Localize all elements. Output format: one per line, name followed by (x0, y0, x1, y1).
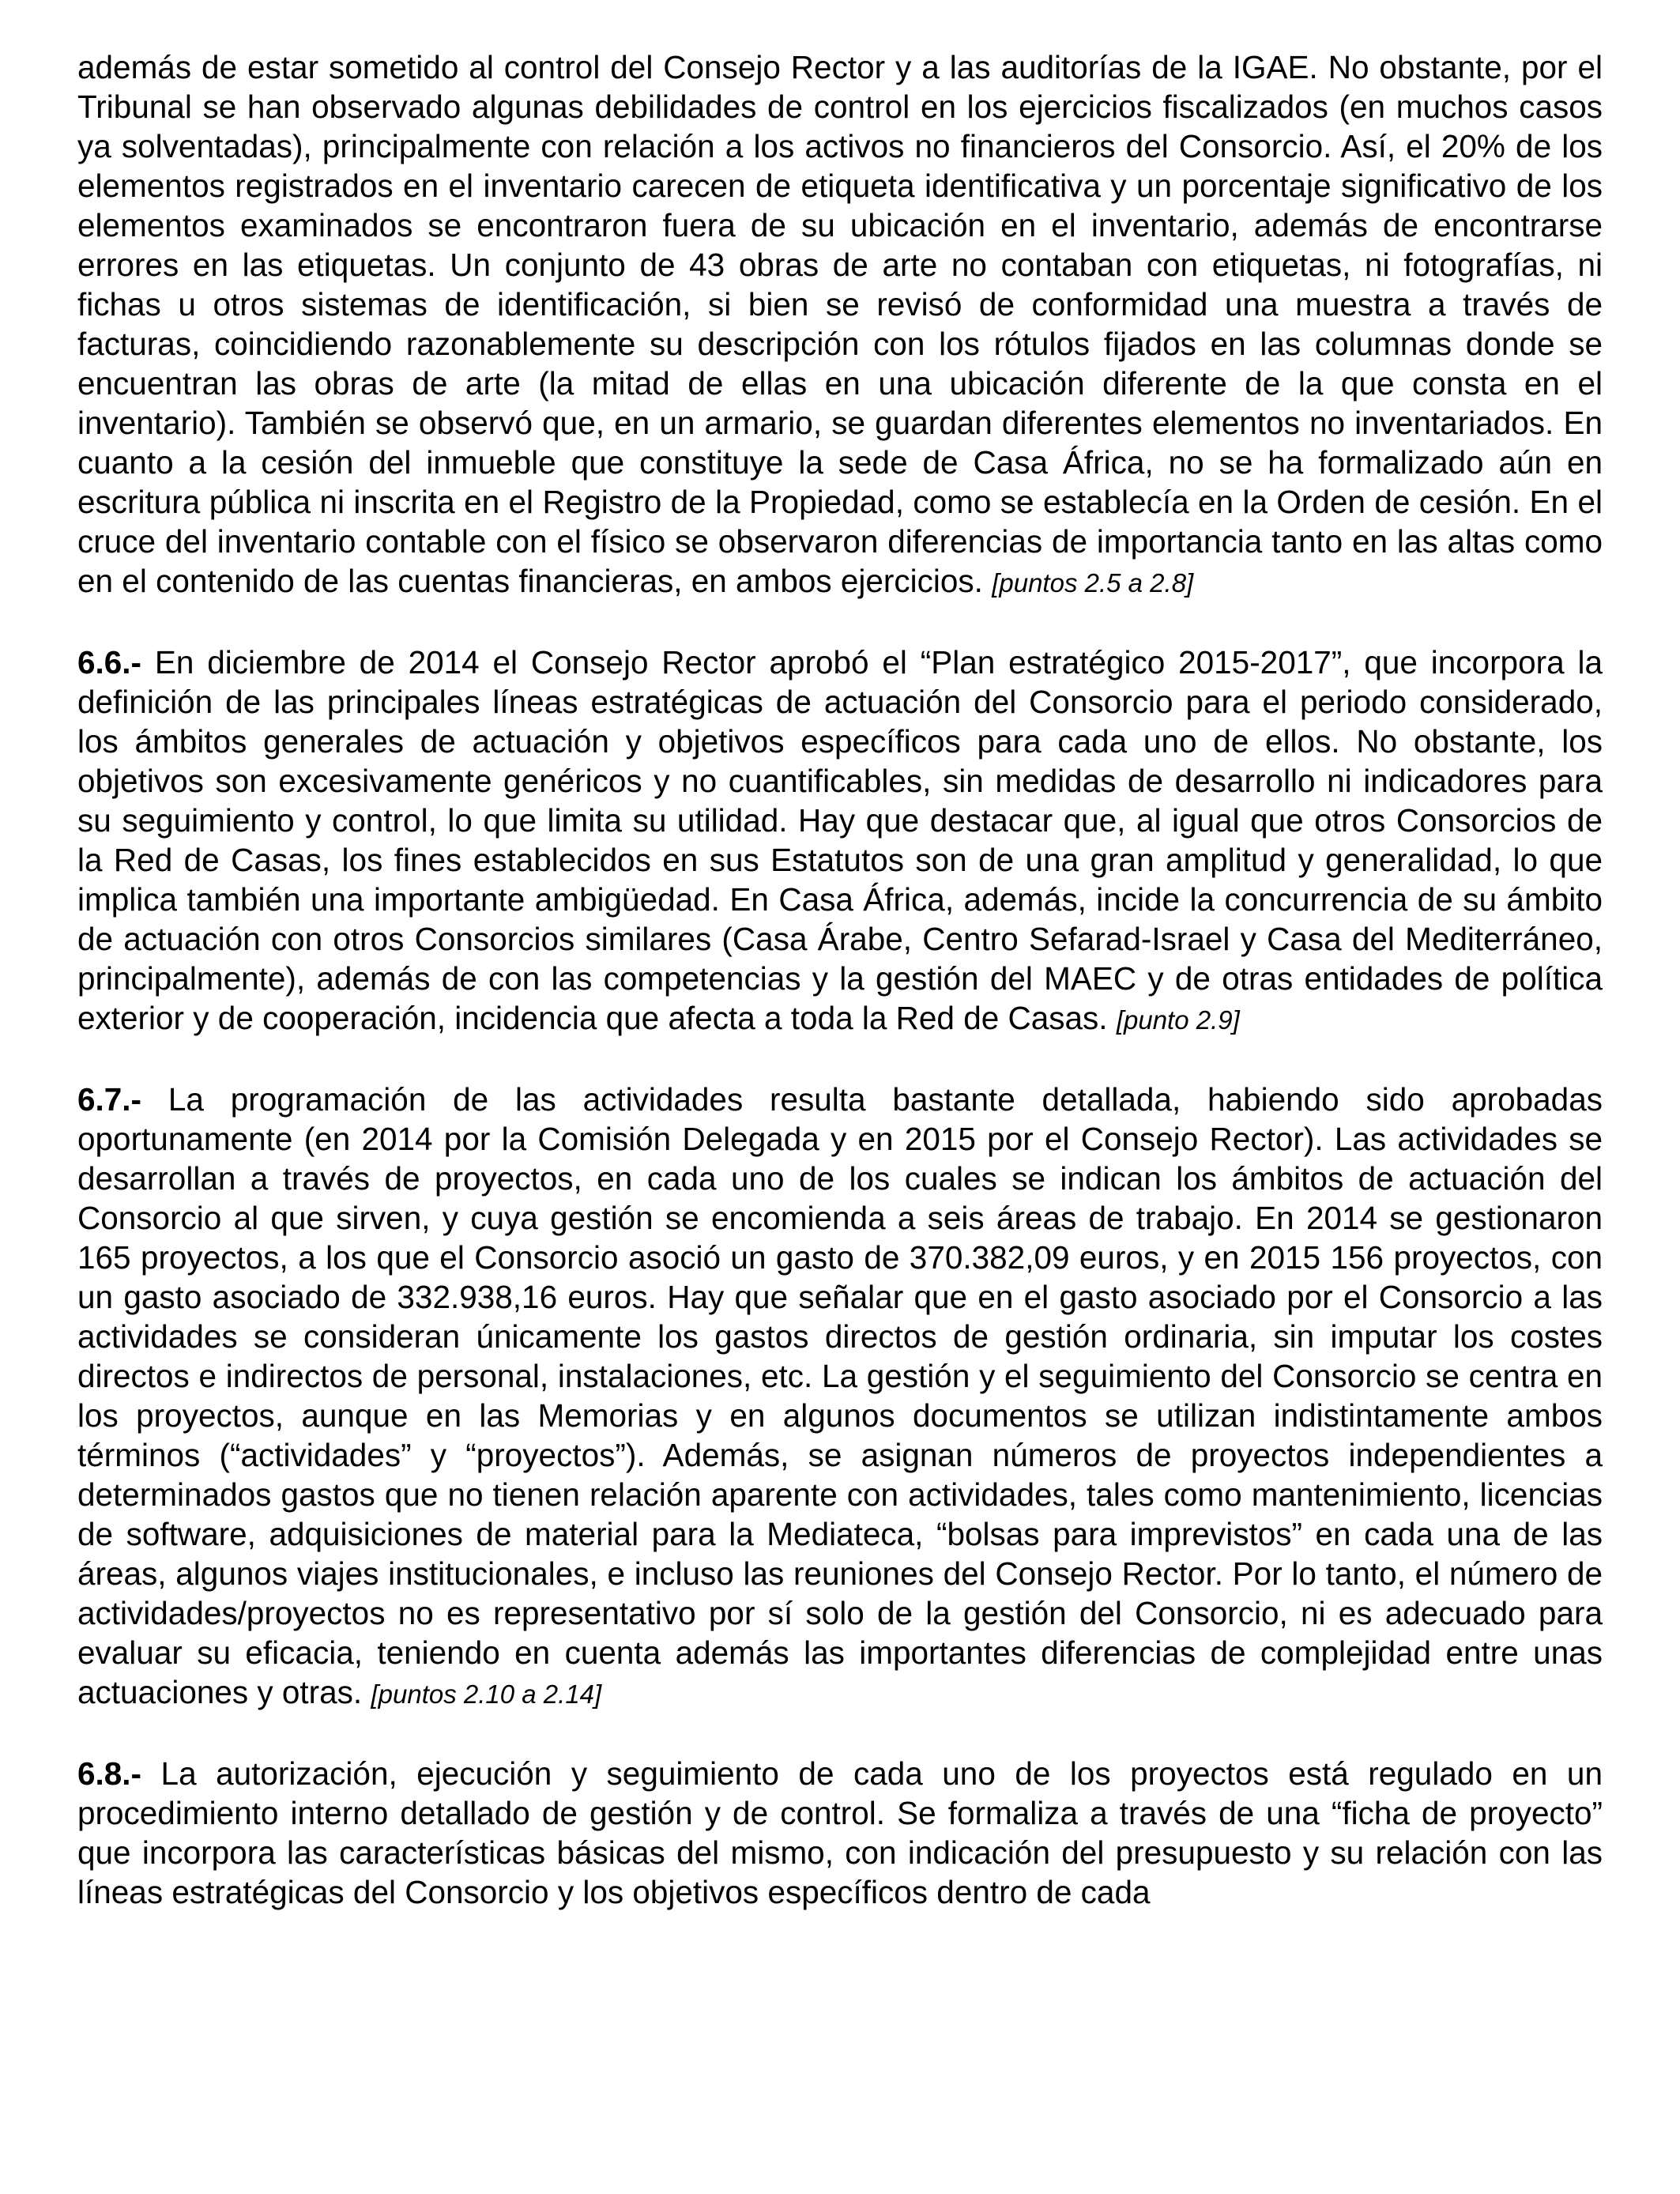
paragraph-number: 6.7.- (77, 1081, 142, 1118)
paragraph-text: En diciembre de 2014 el Consejo Rector aprobó el “Plan estratégico 2015-2017”, que incorpora la definición de las principales líneas estratégicas de actuación del Consorcio para el periodo considerado, los ámbitos generales de actuación y objetivos específicos para cada uno de ellos. No obstante, los objetivos son excesivamente genéricos y no cuantificables, sin medidas de desarrollo ni indicadores para su seguimiento y control, lo que limita su utilidad. Hay que destacar que, al igual que otros Consorcios de la Red de Casas, los fines establecidos en sus Estatutos son de una gran amplitud y generalidad, lo que implica también una importante ambigüedad. En Casa África, además, incide la concurrencia de su ámbito de actuación con otros Consorcios similares (Casa Árabe, Centro Sefarad-Israel y Casa del Mediterráneo, principalmente), además de con las competencias y la gestión del MAEC y de otras entidades de política exterior y de cooperación, incidencia que afecta a toda la Red de Casas. (77, 644, 1603, 1036)
paragraph-reference: [puntos 2.5 a 2.8] (992, 568, 1194, 598)
paragraph-text: La autorización, ejecución y seguimiento de cada uno de los proyectos está regulado en un procedimiento interno detallado de gestión y de control. Se formaliza a través de una “ficha de proyecto” que incorpora las características básicas del mismo, con indicación del presupuesto y su relación con las líneas estratégicas del Consorcio y los objetivos específicos dentro de cada (77, 1755, 1603, 1910)
paragraph-text: además de estar sometido al control del Consejo Rector y a las auditorías de la IGAE. No obstante, por el Tribunal se han observado algunas debilidades de control en los ejercicios fiscalizados (en muchos casos ya solventadas), principalmente con relación a los activos no financieros del Consorcio. Así, el 20% de los elementos registrados en el inventario carecen de etiqueta identificativa y un porcentaje significativo de los elementos examinados se encontraron fuera de su ubicación en el inventario, además de encontrarse errores en las etiquetas. Un conjunto de 43 obras de arte no contaban con etiquetas, ni fotografías, ni fichas u otros sistemas de identificación, si bien se revisó de conformidad una muestra a través de facturas, coincidiendo razonablemente su descripción con los rótulos fijados en las columnas donde se encuentran las obras de arte (la mitad de ellas en una ubicación diferente de la que consta en el inventario). También se observó que, en un armario, se guardan diferentes elementos no inventariados. En cuanto a la cesión del inmueble que constituye la sede de Casa África, no se ha formalizado aún en escritura pública ni inscrita en el Registro de la Propiedad, como se establecía en la Orden de cesión. En el cruce del inventario contable con el físico se observaron diferencias de importancia tanto en las altas como en el contenido de las cuentas financieras, en ambos ejercicios. (77, 49, 1603, 599)
paragraph-continued-6-5 (77, 47, 1603, 603)
paragraph-text: La programación de las actividades resulta bastante detallada, habiendo sido aprobadas oportunamente (en 2014 por la Comisión Delegada y en 2015 por el Consejo Rector). Las actividades se desarrollan a través de proyectos, en cada uno de los cuales se indican los ámbitos de actuación del Consorcio al que sirven, y cuya gestión se encomienda a seis áreas de trabajo. En 2014 se gestionaron 165 proyectos, a los que el Consorcio asoció un gasto de 370.382,09 euros, y en 2015 156 proyectos, con un gasto asociado de 332.938,16 euros. Hay que señalar que en el gasto asociado por el Consorcio a las actividades se consideran únicamente los gastos directos de gestión ordinaria, sin imputar los costes directos e indirectos de personal, instalaciones, etc. La gestión y el seguimiento del Consorcio se centra en los proyectos, aunque en las Memorias y en algunos documentos se utilizan indistintamente ambos términos (“actividades” y “proyectos”). Además, se asignan números de proyectos independientes a determinados gastos que no tienen relación aparente con actividades, tales como mantenimiento, licencias de software, adquisiciones de material para la Mediateca, “bolsas para imprevistos” en cada una de las áreas, algunos viajes institucionales, e incluso las reuniones del Consejo Rector. Por lo tanto, el número de actividades/proyectos no es representativo por sí solo de la gestión del Consorcio, ni es adecuado para evaluar su eficacia, teniendo en cuenta además las importantes diferencias de complejidad entre unas actuaciones y otras. (77, 1081, 1603, 1710)
paragraph-6-8 (77, 1754, 1603, 1912)
paragraph-6-6 (77, 643, 1603, 1040)
paragraph-number: 6.6.- (77, 644, 142, 680)
document-page (77, 47, 1603, 1912)
paragraph-reference: [puntos 2.10 a 2.14] (371, 1679, 602, 1709)
paragraph-number: 6.8.- (77, 1755, 142, 1792)
paragraph-6-7 (77, 1080, 1603, 1714)
paragraph-reference: [punto 2.9] (1116, 1005, 1240, 1035)
